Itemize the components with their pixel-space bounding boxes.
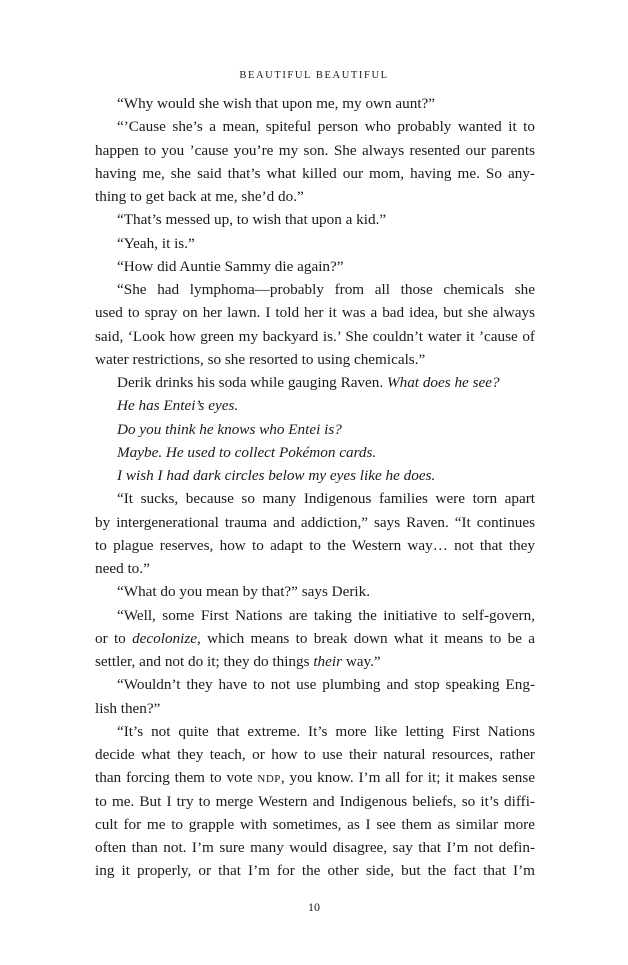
text-line: “It sucks, because so many Indigenous families were torn apart — [117, 490, 535, 508]
text-line: “Why would she wish that upon me, my own aunt?” — [117, 95, 436, 112]
text-line: He has Entei’s eyes. — [117, 397, 239, 415]
text-line: to me. But I try to merge Western and Indigenous beliefs, so it’s diffi- — [95, 792, 535, 810]
text-line: ing it properly, or that I’m for the other side, but the fact that I’m — [95, 862, 535, 880]
text-line: often than not. I’m sure many would disagree, say that I’m not defin- — [95, 839, 535, 856]
text-line: lish then?” — [95, 699, 161, 717]
text-line: I wish I had dark circles below my eyes like he does. — [117, 467, 436, 484]
italic-word: their — [313, 653, 343, 670]
body-text — [95, 92, 535, 883]
text-line: decide what they teach, or how to use their natural resources, rather — [95, 746, 535, 763]
page-number: 10 — [308, 900, 320, 914]
text-line: water restrictions, so she resorted to using chemicals.” — [95, 350, 426, 368]
text-line: settler, and not do it; they do things their way.” — [95, 653, 381, 670]
text-line: used to spray on her lawn. I told her it was a bad idea, but she always — [95, 304, 535, 322]
text-line: happen to you ’cause you’re my son. She always resented our parents — [95, 141, 535, 159]
running-head: BEAUTIFUL BEAUTIFUL — [239, 70, 389, 81]
text-line: “She had lymphoma—probably from all those chemicals she — [117, 281, 535, 298]
text-line: Do you think he knows who Entei is? — [117, 420, 342, 438]
italic-word: decolonize — [132, 629, 198, 647]
text-line: “Yeah, it is.” — [117, 234, 195, 252]
text-line: “That’s messed up, to wish that upon a kid.” — [117, 211, 387, 229]
text-line: “It’s not quite that extreme. It’s more like letting First Nations — [117, 722, 535, 740]
small-caps-acronym: NDP — [257, 773, 281, 786]
text-line: Maybe. He used to collect Pokémon cards. — [117, 443, 377, 461]
text-line: thing to get back at me, she’d do.” — [95, 188, 304, 205]
text-line: said, ‘Look how green my backyard is.’ She couldn’t water it ’cause of — [95, 327, 535, 345]
text-line: “Wouldn’t they have to not use plumbing and stop speaking Eng- — [117, 676, 535, 694]
text-line: “How did Auntie Sammy die again?” — [117, 257, 344, 275]
italic-thought: What does he see? — [386, 374, 500, 391]
text-line: “Well, some First Nations are taking the initiative to self-govern, — [117, 606, 535, 624]
text-line: or to decolonize, which means to break down what it means to be a — [95, 629, 535, 647]
text-line: than forcing them to vote NDP, you know. I’m all for it; it makes sense — [95, 769, 535, 787]
text-line: “What do you mean by that?” says Derik. — [117, 583, 371, 601]
text-line: having me, she said that’s what killed our mom, having me. So any- — [95, 164, 535, 182]
text-line: by intergenerational trauma and addiction,” says Raven. “It continues — [95, 513, 535, 531]
text-line: to plague reserves, how to adapt to the Western way… not that they — [95, 536, 535, 554]
text-line: “’Cause she’s a mean, spiteful person who probably wanted it to — [117, 118, 535, 136]
text-line: need to.” — [95, 560, 150, 577]
text-line: cult for me to grapple with sometimes, as I see them as similar more — [95, 815, 535, 833]
text-line: Derik drinks his soda while gauging Raven. What does he see? — [117, 374, 500, 391]
